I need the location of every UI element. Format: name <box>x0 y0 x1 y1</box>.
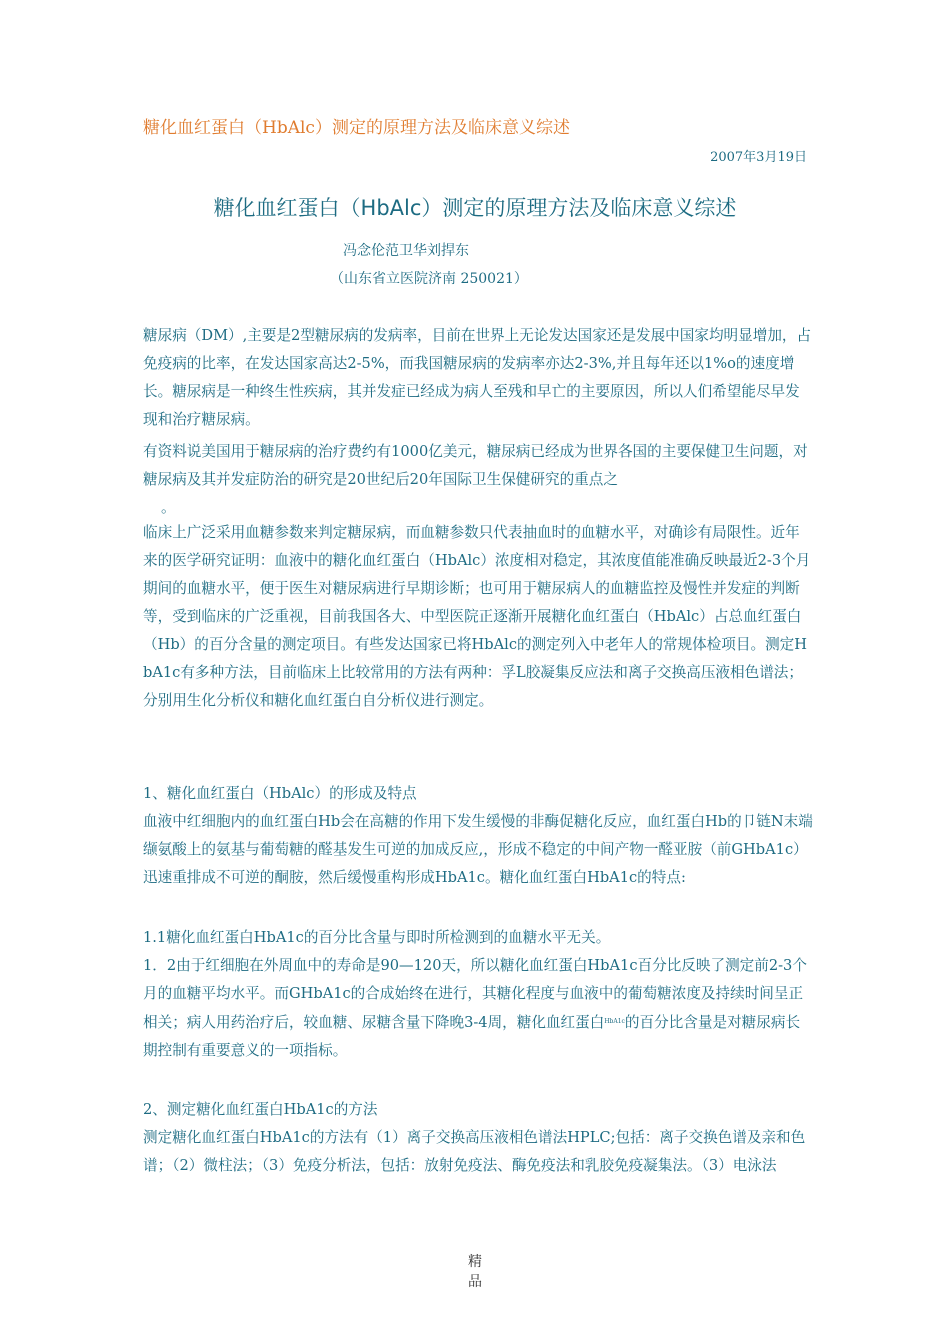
footer-line-1: 精 <box>468 1254 482 1270</box>
article-title: 糖化血红蛋白（HbAlc）测定的原理方法及临床意义综述 <box>213 196 737 220</box>
section-1-paragraph-3 <box>143 952 813 1065</box>
section-1-paragraph-1: 血液中红细胞内的血红蛋白Hb会在高糖的作用下发生缓慢的非酶促糖化反应，血红蛋白Hb的卩链N末端缬氨酸上的氨基与葡萄糖的醛基发生可逆的加成反应,，形成不稳定的中间产物一醛亚胺（前GHbA1c）迅速重排成不可逆的酮胺，然后缓慢重构形成HbA1c。糖化血红蛋白HbA1c的特点: <box>143 813 813 886</box>
intro-paragraph-1: 糖尿病（DM）,主要是2型糖尿病的发病率，目前在世界上无论发达国家还是发展中国家均明显增加，占免疫病的比率，在发达国家高达2-5%，而我国糖尿病的发病率亦达2-3%,并且每年还以1%o的速度增长。糖尿病是一种终生性疾病，其并发症已经成为病人至残和早亡的主要原因，所以人们希望能尽早发现和治疗糖尿病。 <box>143 327 812 428</box>
section-1-paragraph-3-tail: 的百分比含量是对糖尿病长期控制有重要意义的一项指标。 <box>143 1014 801 1059</box>
intro-paragraph-2-text: 有资料说美国用于糖尿病的治疗费约有1000亿美元，糖尿病已经成为世界各国的主要保健卫生问题，对糖尿病及其并发症防治的研究是20世纪后20年国际卫生保健研究的重点之 <box>143 443 808 488</box>
date: 2007年3月19日 <box>710 150 807 165</box>
footer-line-2: 品 <box>468 1274 482 1290</box>
footer-mark <box>0 1252 950 1292</box>
affiliation: （山东省立医院济南 250021） <box>330 271 528 287</box>
intro-paragraph-2 <box>143 438 813 522</box>
section-1-paragraph-3-text: 1．2由于红细胞在外周血中的寿命是90—120天，所以糖化血红蛋白HbA1c百分比反映了测定前2-3个月的血糖平均水平。而GHbA1c的合成始终在进行，其糖化程度与血液中的葡萄糖浓度及持续时间呈正相关；病人用药治疗后，较血糖、尿糖含量下降晚3-4周，糖化血红蛋白 <box>143 957 807 1031</box>
intro-paragraph-3: 临床上广泛采用血糖参数来判定糖尿病，而血糖参数只代表抽血时的血糖水平，对确诊有局限性。近年来的医学研究证明：血液中的糖化血红蛋白（HbAlc）浓度相对稳定，其浓度值能准确反映最近2-3个月期间的血糖水平，便于医生对糖尿病进行早期诊断；也可用于糖尿病人的血糖监控及慢性并发症的判断等，受到临床的广泛重视，目前我国各大、中型医院正逐渐开展糖化血红蛋白（HbAlc）占总血红蛋白（Hb）的百分含量的测定项目。有些发达国家已将HbAlc的测定列入中老年人的常规体检项目。测定HbA1c有多种方法，目前临床上比较常用的方法有两种：孚L胶凝集反应法和离子交换高压液相色谱法；分别用生化分析仪和糖化血红蛋白自分析仪进行测定。 <box>143 524 811 709</box>
authors: 冯念伦范卫华刘捍东 <box>343 243 469 259</box>
intro-paragraph-2-tail: 。 <box>161 499 176 516</box>
section-2-heading: 2、测定糖化血红蛋白HbA1c的方法 <box>143 1101 378 1118</box>
header-title: 糖化血红蛋白（HbAlc）测定的原理方法及临床意义综述 <box>143 118 570 138</box>
section-1-heading: 1、糖化血红蛋白（HbAlc）的形成及特点 <box>143 785 417 802</box>
hba1c-small-label: HbA1c <box>604 1018 625 1025</box>
section-1-paragraph-2: 1.1糖化血红蛋白HbA1c的百分比含量与即时所检测到的血糖水平无关。 <box>143 929 611 946</box>
section-2-paragraph-1: 测定糖化血红蛋白HbA1c的方法有（1）离子交换高压液相色谱法HPLC;包括：离子交换色谱及亲和色谱；（2）微柱法；（3）免疫分析法，包括：放射免疫法、酶免疫法和乳胶免疫凝集法。（3）电泳法 <box>143 1129 806 1174</box>
